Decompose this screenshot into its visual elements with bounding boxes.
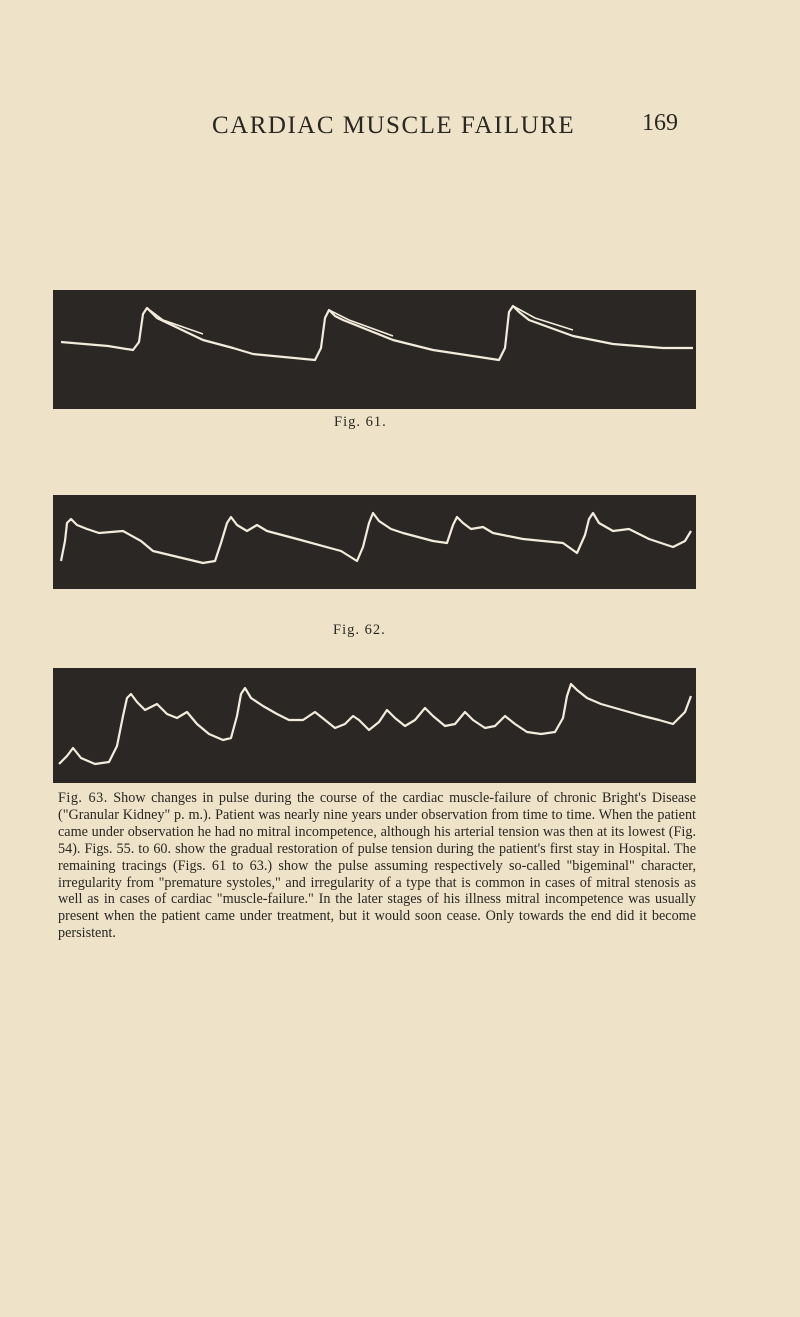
running-title: CARDIAC MUSCLE FAILURE — [212, 112, 576, 139]
caption-figure-reference: Fig. 63. — [58, 790, 108, 806]
caption-text: Show changes in pulse during the course of the cardiac muscle-failure of chronic Bright's Disease ("Granular Kidney" p. m.). Patient was nearly nine years under observation from time to time. When the patient came under observation he had no mitral incompetence, although his arterial tension was then at its lowest (Fig. 54). Figs. 55. to 60. show the gradual restoration of pulse tension during the patient's first stay in Hospital. The remaining tracings (Figs. 61 to 63.) show the pulse assuming respectively so-called "bigeminal" character, irregularity from "premature systoles," and irregularity of a type that is common in cases of mitral stenosis as well as in cases of cardiac "muscle-failure." In the later stages of his illness mitral incompetence was usually present when the patient came under treatment, but it would soon cease. Only towards the end did it become persistent. — [58, 790, 696, 942]
pulse-tracing-fig-62 — [53, 495, 696, 589]
pulse-tracing-fig-62-graphic — [53, 495, 696, 589]
figure-label-fig-62: Fig. 62. — [333, 622, 386, 638]
pulse-wave-line — [61, 513, 691, 563]
pulse-tracing-fig-61 — [53, 290, 696, 409]
figure-label-fig-61: Fig. 61. — [334, 414, 387, 430]
running-head — [0, 112, 800, 148]
page-number: 169 — [642, 110, 678, 136]
figure-caption — [58, 790, 696, 942]
pulse-tracing-fig-63 — [53, 668, 696, 783]
pulse-tracing-fig-63-graphic — [53, 668, 696, 783]
pulse-wave-line — [59, 684, 691, 764]
pulse-tracing-fig-61-graphic — [53, 290, 696, 409]
